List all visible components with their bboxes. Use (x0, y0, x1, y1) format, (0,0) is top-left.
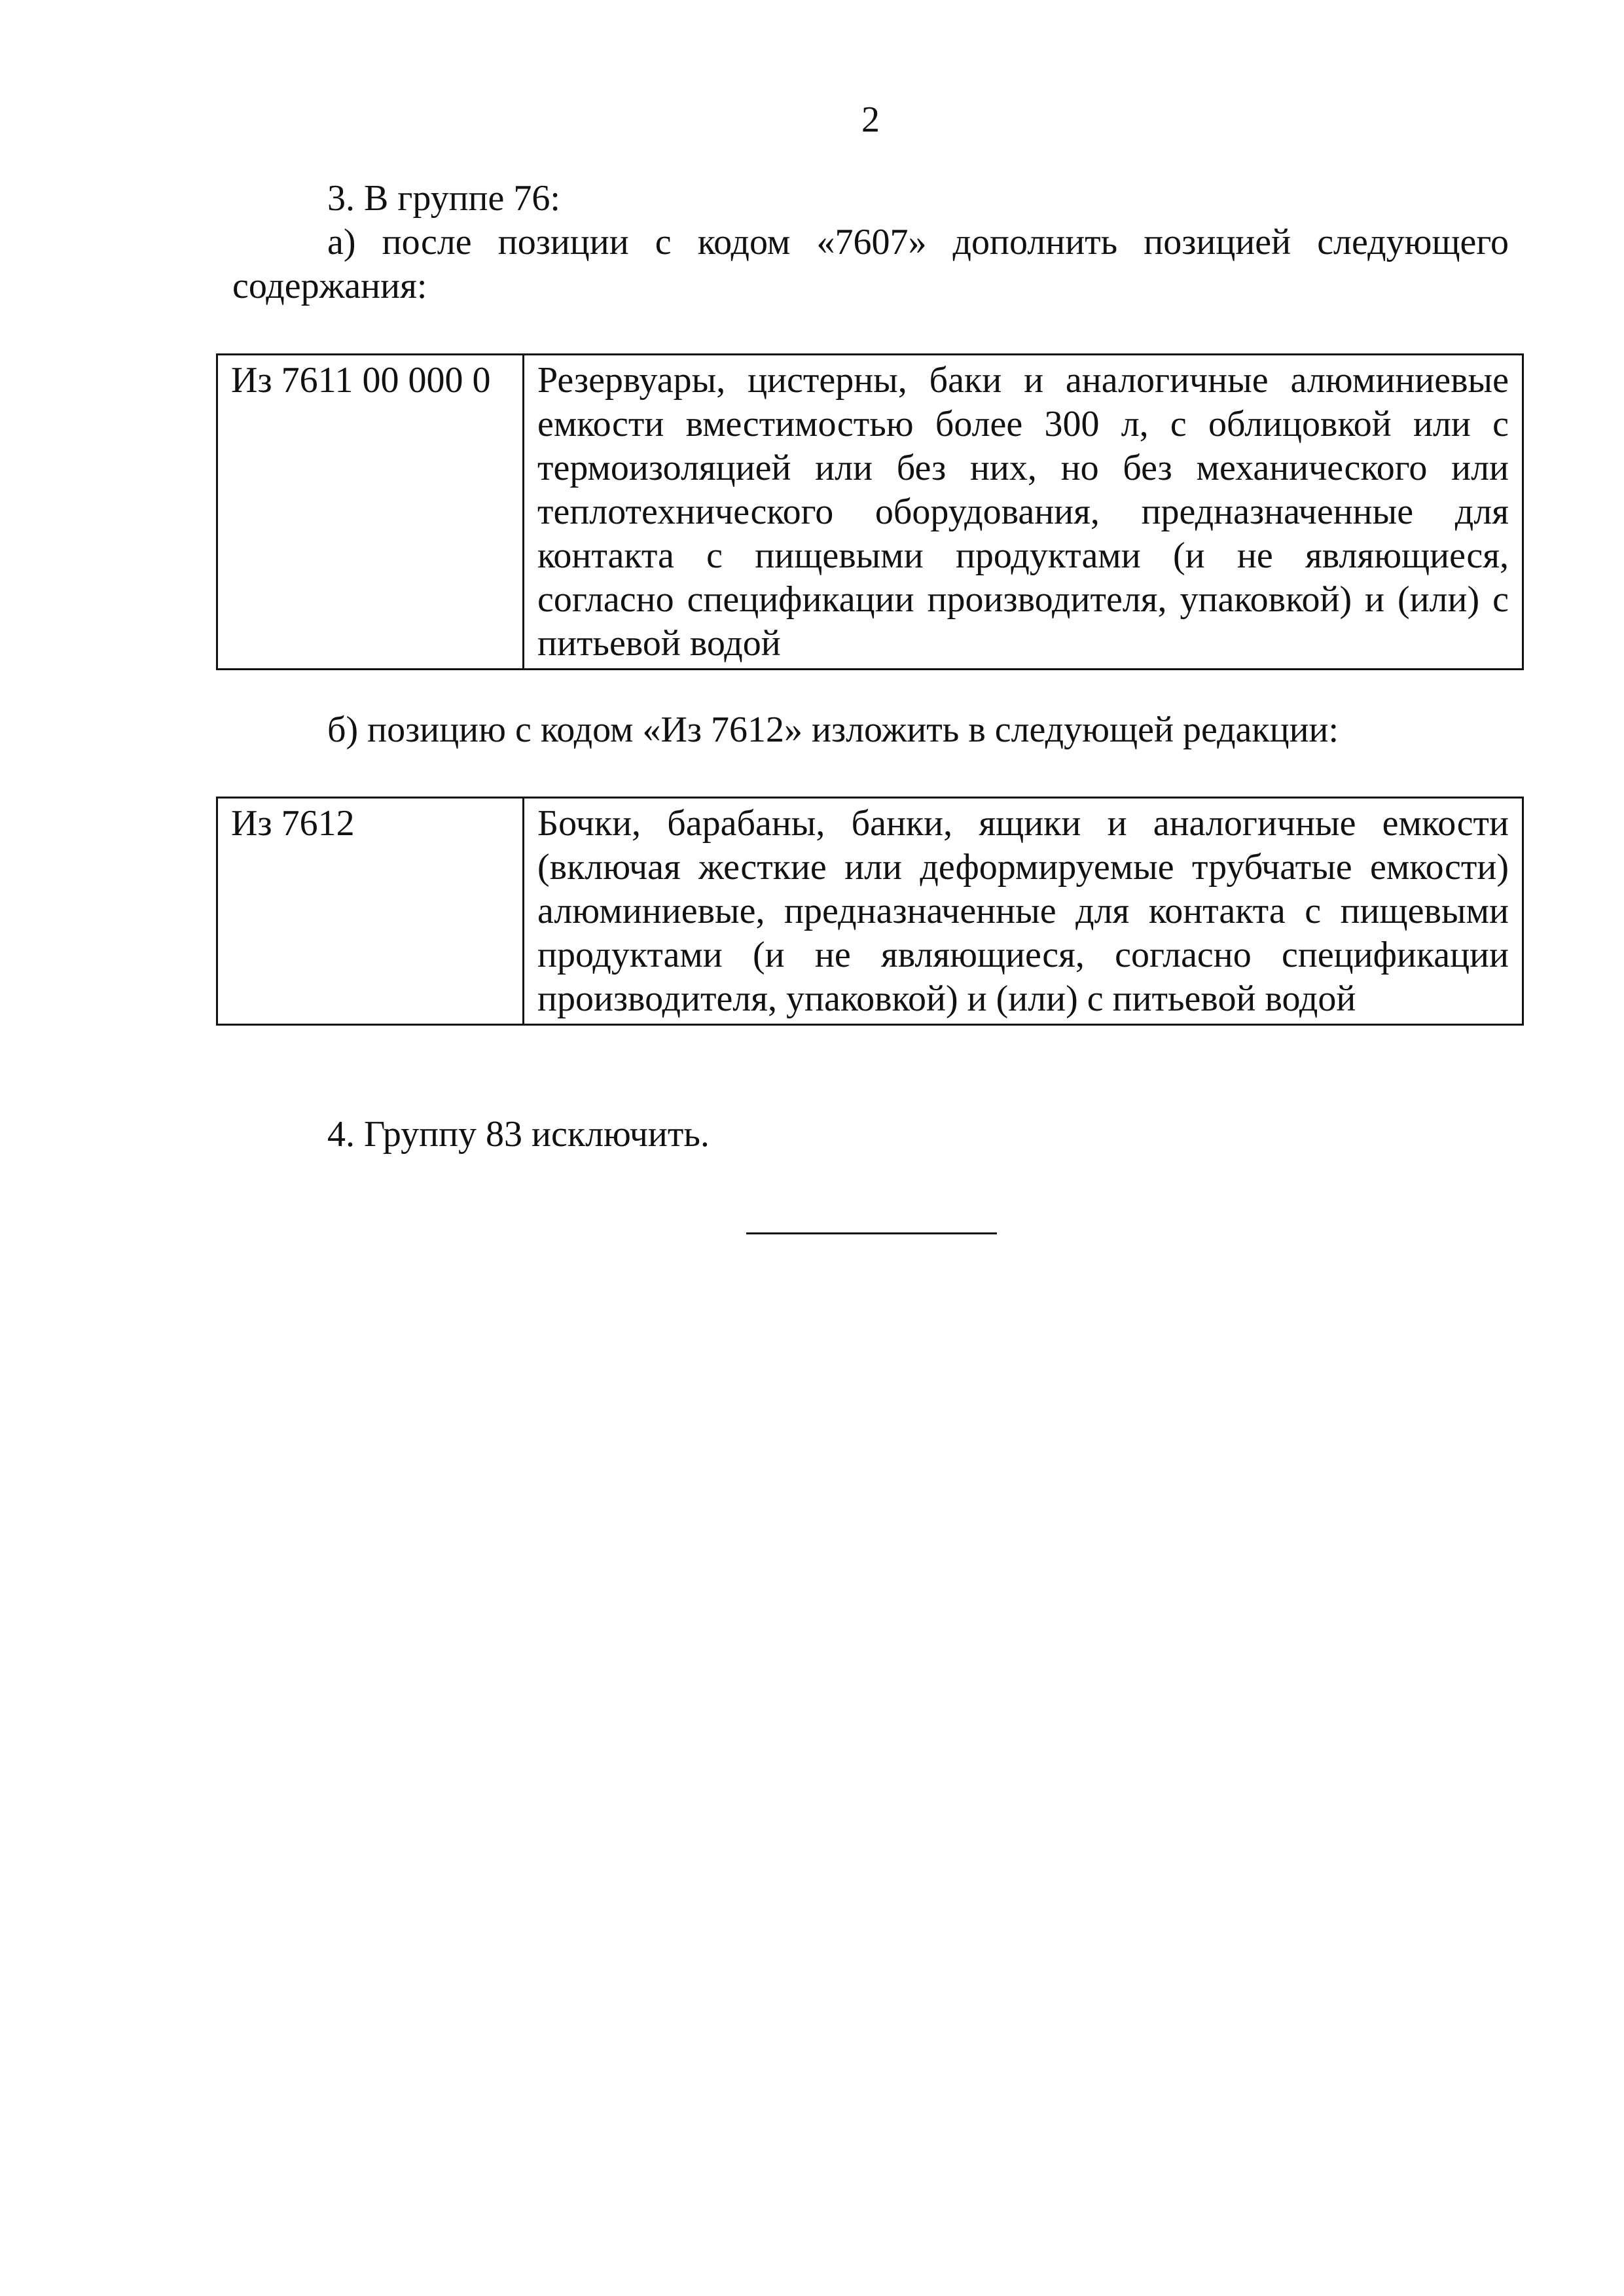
end-divider (746, 1232, 997, 1234)
code-cell: Из 7612 (217, 798, 524, 1025)
code-cell: Из 7611 00 000 0 (217, 355, 524, 670)
table-row (217, 355, 1523, 670)
page-number: 2 (861, 99, 880, 140)
description-cell: Бочки, барабаны, банки, ящики и аналогичные емкости (включая жесткие или деформируемые трубчатые емкости) алюминиевые, предназначенные для контакта с пищевыми продуктами (и не являющиеся, согласно спецификации производителя, упаковкой) и (или) с питьевой водой (524, 798, 1523, 1025)
insert-position-table (216, 353, 1524, 670)
section-3-heading: 3. В группе 76: (327, 178, 560, 219)
item-b-paragraph: б) позицию с кодом «Из 7612» изложить в следующей редакции: (327, 709, 1339, 750)
section-4-paragraph: 4. Группу 83 исключить. (327, 1114, 710, 1155)
item-a-line-1: а) после позиции с кодом «7607» дополнить позицией следующего (327, 222, 1509, 262)
table-row (217, 798, 1523, 1025)
revised-position-table (216, 797, 1524, 1026)
description-cell: Резервуары, цистерны, баки и аналогичные алюминиевые емкости вместимостью более 300 л, с облицовкой или с термоизоляцией или без них, но без механического или теплотехнического оборудования, предназначенные для контакта с пищевыми продуктами (и не являющиеся, согласно спецификации производителя, упаковкой) и (или) с питьевой водой (524, 355, 1523, 670)
item-a-paragraph (232, 221, 1509, 308)
item-a-line-2: содержания: (232, 266, 427, 306)
